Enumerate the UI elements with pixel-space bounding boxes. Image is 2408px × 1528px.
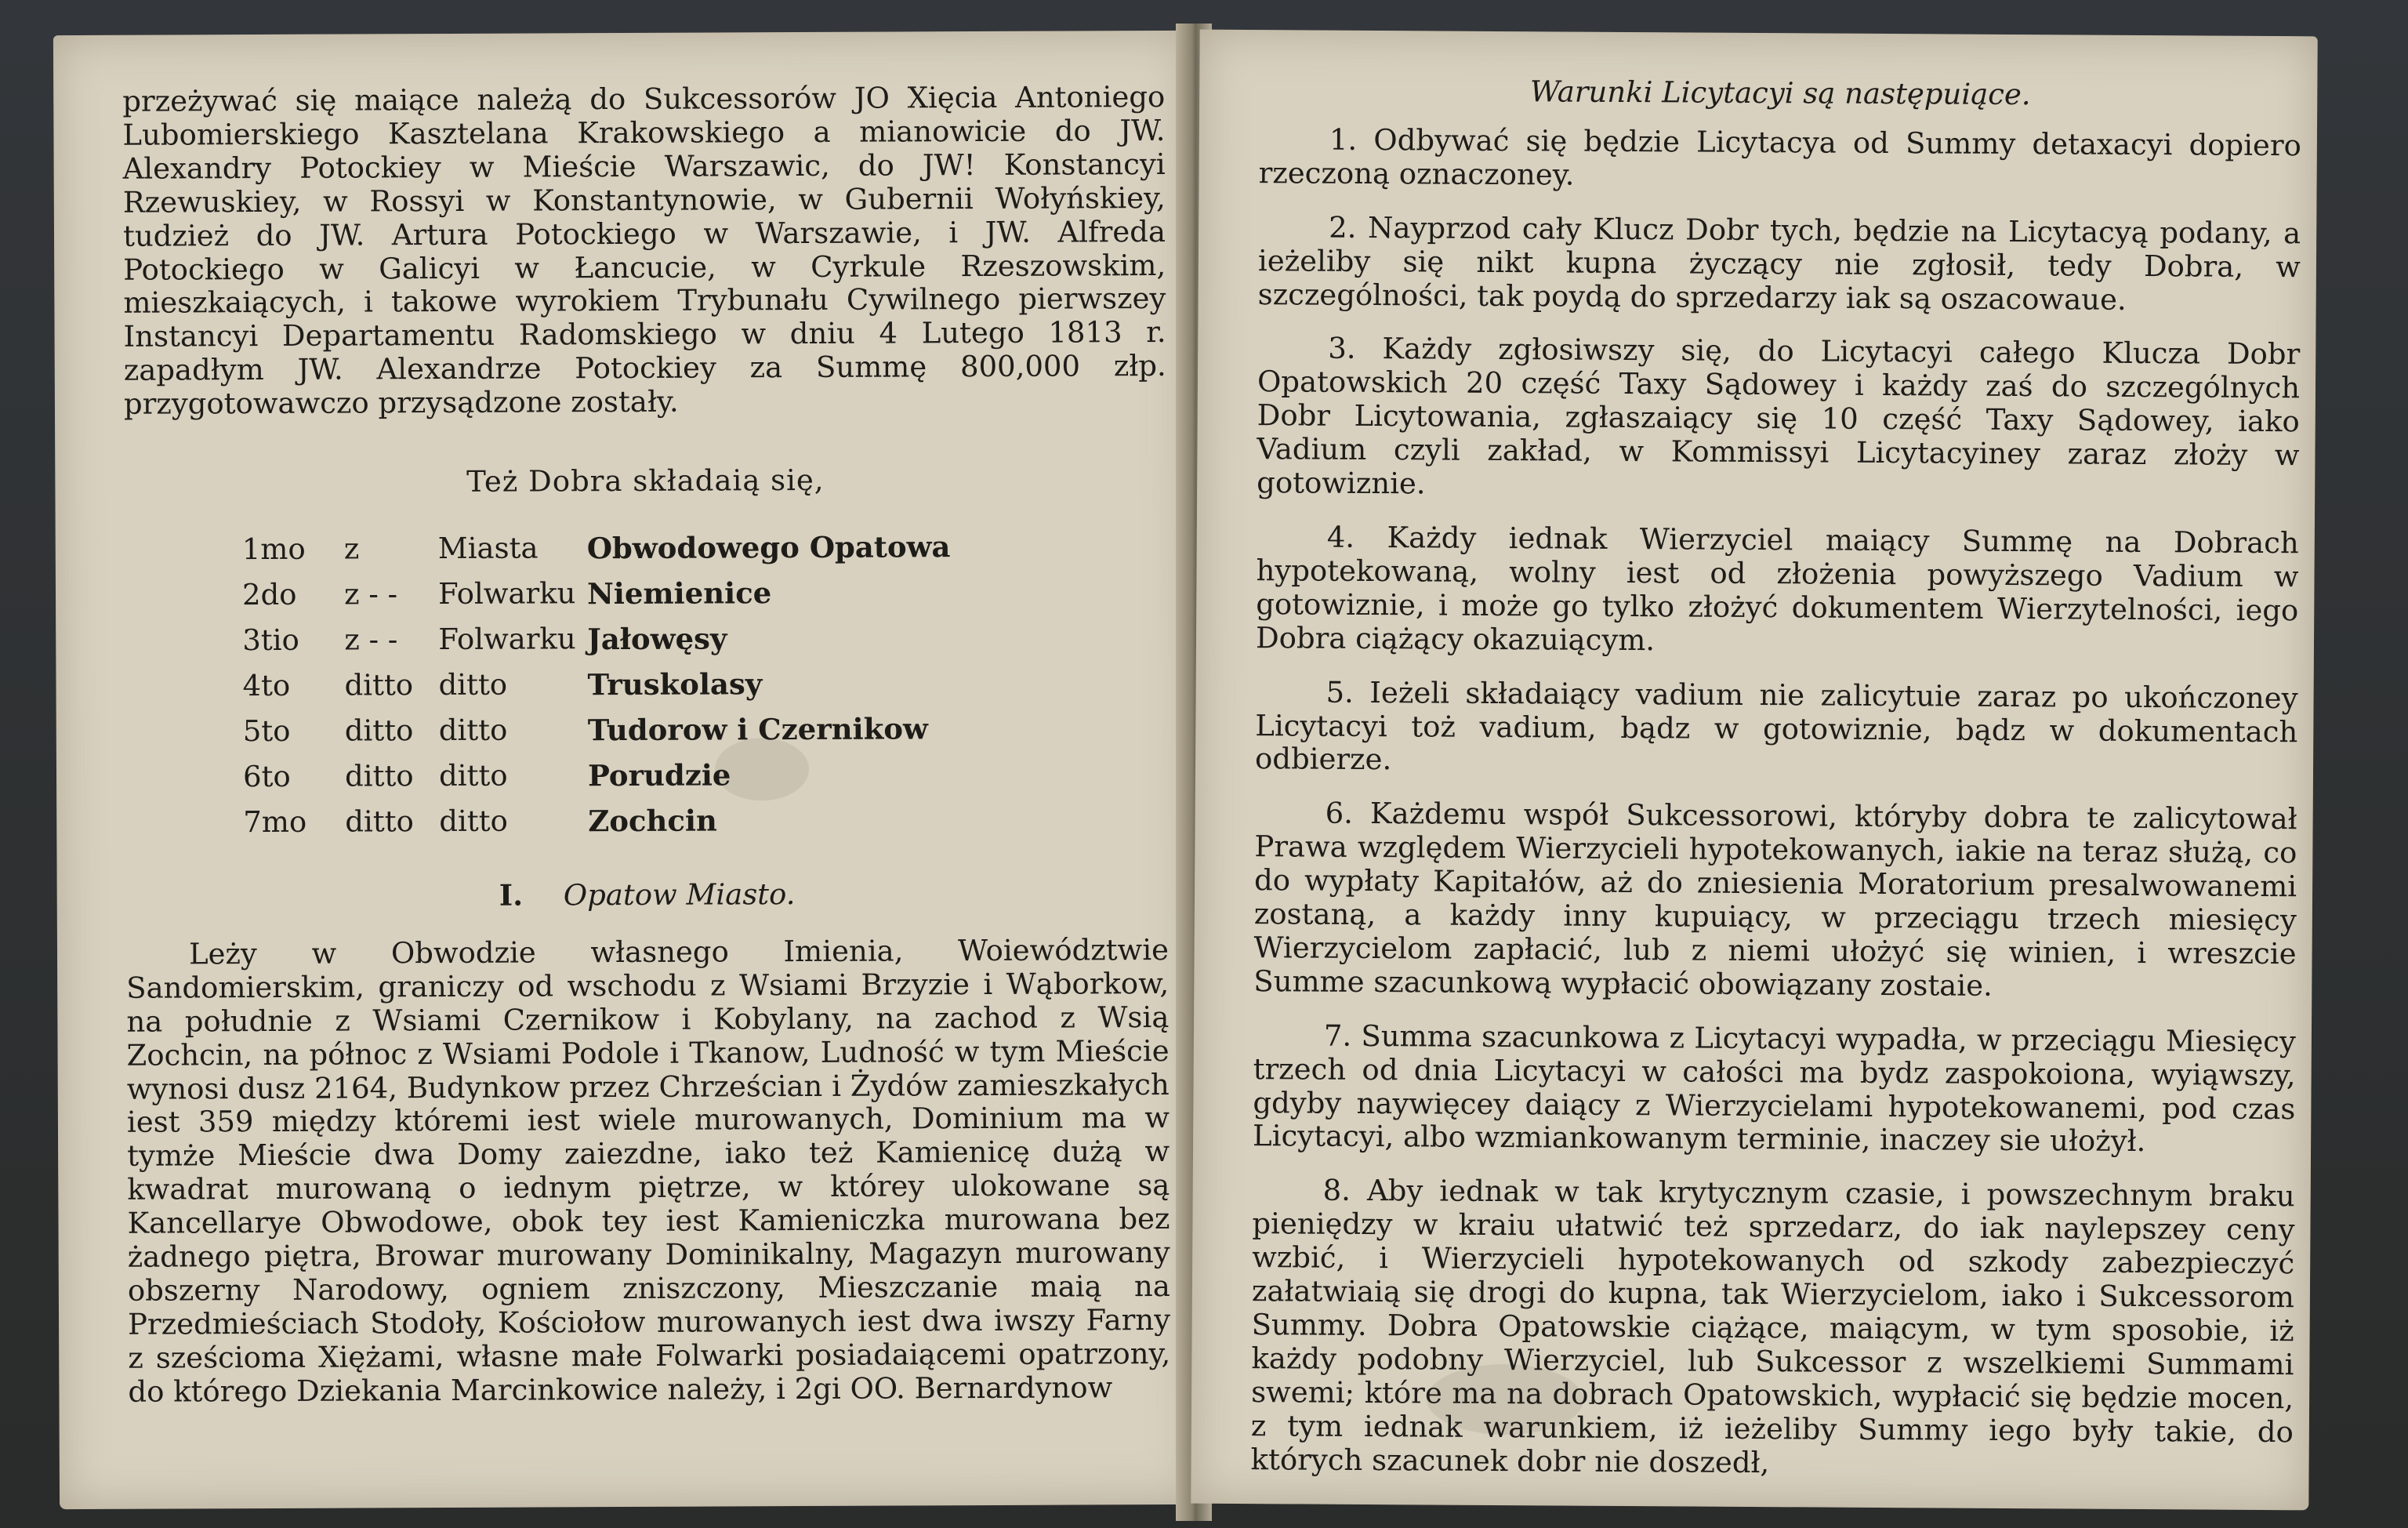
estate-name: Obwodowego Opatowa [586, 528, 951, 565]
estate-name: Zochcin [588, 803, 717, 838]
estate-row [242, 659, 1167, 709]
estate-row [242, 523, 1167, 572]
estate-type: Miasta [437, 530, 539, 565]
left-page [53, 31, 1196, 1509]
estate-name: Jałowęsy [587, 620, 727, 656]
estate-row [243, 705, 1168, 754]
estate-type: ditto [439, 804, 508, 838]
estate-row [243, 750, 1168, 800]
section-title: Opatow Miasto. [563, 877, 796, 913]
estate-ordinal: 5to [242, 713, 291, 748]
condition-item: 2. Nayprzod cały Klucz Dobr tych, będzie na Licytacyą podany, a ieżeliby się nikt kupna życzący nie zgłosił, tedy Dobra, w szczególności, tak poydą do sprzedarzy iak są oszacowaue. [1257, 210, 2301, 317]
estate-ordinal: 4to [242, 668, 291, 702]
condition-item: 1. Odbywać się będzie Licytacya od Summy detaxacyi dopiero rzeczoną oznaczoney. [1258, 122, 2302, 192]
estate-prefix: z - - [343, 576, 398, 612]
condition-item: 5. Ieżeli składaiący vadium nie zalicytuie zaraz po ukończoney Licytacyi toż vadium, bądz w gotowiznie, bądz w dokumentach odbierze. [1254, 675, 2298, 777]
estate-name: Porudzie [587, 757, 731, 793]
estate-ordinal: 2do [241, 577, 297, 612]
right-page-content [1250, 74, 2301, 1504]
conditions-title: Warunki Licytacyi są następuiące. [1529, 74, 2031, 112]
estate-name: Niemienice [586, 575, 772, 611]
estates-list [242, 523, 1169, 845]
section-paragraph: Leży w Obwodzie własnego Imienia, Woiewództwie Sandomierskim, graniczy od wschodu z Wsiami Brzyzie i Wąborkow, na południe z Wsiami Czernikow i Kobylany, na zachod z Wsią Zochcin, na północ z Wsiami Podole i Tkanow, Ludność w tym Mieście wynosi dusz 2164, Budynkow przez Chrześcian i Żydów zamieszkałych iest 359 między któremi iest wiele murowanych, Dominium ma w tymże Mieście dwa Domy zaiezdne, iako też Kamienicę dużą w kwadrat murowaną o iednym piętrze, w którey ulokowane są Kancellarye Obwodowe, obok tey iest Kamieniczka murowana bez żadnego piętra, Browar murowany Dominikalny, Magazyn murowany obszerny Narodowy, ogniem zniszczony, Mieszczanie maią na Przedmieściach Stodoły, Kościołow murowanych iest dwa iwszy Farny z sześcioma Xiężami, własne małe Folwarki posiadaiącemi opatrzony, do którego Dziekania Marcinkowice należy, i 2gi OO. Bernardynow [126, 932, 1171, 1409]
estate-type: Folwarku [437, 575, 576, 611]
left-page-content [122, 81, 1170, 1431]
estate-prefix: ditto [344, 758, 414, 793]
estate-ordinal: 3tio [242, 622, 299, 657]
estate-prefix: ditto [345, 804, 414, 839]
right-page [1191, 30, 2317, 1511]
condition-item: 4. Każdy iednak Wierzyciel maiący Summę na Dobrach hypotekowaną, wolny iest od złożenia powyższego Vadium w gotowiznie, i może go tylko złożyć dokumentem Wierzytelności, iego Dobra ciążący okazuiącym. [1255, 520, 2299, 657]
condition-item: 6. Każdemu współ Sukcessorowi, któryby dobra te zalicytował Prawa względem Wierzycieli hypotekowanych, iakie na teraz służą, co do wypłaty Kapitałów, aż do zniesienia Moratorium presalwowanemi zostaną, a każdy inny kupuiący, w przeciągu trzech miesięcy Wierzycielom zapłacić, lub z niemi ułożyć się winien, i wreszcie Summe szacunkową wypłacić obowiązany zostaie. [1253, 796, 2297, 1003]
estate-ordinal: 7mo [243, 804, 307, 839]
estate-name: Tudorow i Czernikow [587, 710, 928, 747]
condition-item: 3. Każdy zgłosiwszy się, do Licytacyi całego Klucza Dobr Opatowskich 20 część Taxy Sądowey i każdy zaś do szczególnych Dobr Licytowania, zgłaszaiący się 10 część Taxy Sądowey, iako Vadium czyli zakład, w Kommissyi Licytacyiney zaraz złoży w gotowiznie. [1257, 332, 2301, 501]
estate-type: ditto [438, 667, 508, 702]
estate-prefix: ditto [344, 667, 414, 702]
estate-row [243, 796, 1168, 845]
estate-row [242, 568, 1167, 618]
estate-type: ditto [438, 713, 508, 747]
estate-prefix: z - - [344, 622, 398, 657]
estate-name: Truskolasy [587, 666, 763, 702]
estate-ordinal: 6to [242, 759, 291, 793]
condition-item: 7. Summa szacunkowa z Licytacyi wypadła, w przeciągu Miesięcy trzech od dnia Licytacyi w całości ma bydz zaspokoiona, wyiąwszy, gdyby naywięcey daiący z Wierzycielami hypotekowanemi, pod czas Licytacyi, albo wzmiankowanym terminie, inaczey sie ułożył. [1253, 1018, 2297, 1159]
estate-type: ditto [438, 758, 508, 793]
intro-paragraph: przeżywać się maiące należą do Sukcessorów JO Xięcia Antoniego Lubomierskiego Kasztelana Krakowskiego a mianowicie do JW. Alexandry Potockiey w Mieście Warszawic, do JW! Konstancyi Rzewuskiey, w Rossyi w Konstantynowie, w Gubernii Wołyńskiey, tudzież do JW. Artura Potockiego w Warszawie, i JW. Alfreda Potockiego w Galicyi w Łancucie, w Cyrkule Rzeszowskim, mieszkaiących, i takowe wyrokiem Trybunału Cywilnego pierwszey Instancyi Departamentu Radomskiego w dniu 4 Lutego 1813 r. zapadłym JW. Alexandrze Potockiey za Summę 800,000 złp. przygotowawczo przysądzone zostały. [122, 79, 1166, 421]
condition-item: 8. Aby iednak w tak krytycznym czasie, i powszechnym braku pieniędzy w kraiu ułatwić też sprzedarz, do iak naylepszey ceny wzbić, i Wierzycieli hypotekowanych od szkody zabezpieczyć załatwiaią się drogi do kupna, tak Wierzycielom, iako i Sukcessorom Summy. Dobra Opatowskie ciążące, maiącym, w tym sposobie, iż każdy podobny Wierzyciel, lub Sukcessor z wszelkiemi Summami swemi; które ma na dobrach Opatowskich, wypłacić się będzie mocen, z tym iednak warunkiem, iż ieżeliby Summy iego były takie, do których szacunek dobr nie doszedł, [1250, 1174, 2295, 1479]
estates-heading: Też Dobra składaią się, [466, 463, 825, 499]
estate-prefix: z [343, 531, 360, 566]
section-number: I. [499, 877, 524, 913]
estate-row [242, 614, 1167, 663]
estate-prefix: ditto [344, 713, 414, 748]
estate-type: Folwarku [438, 621, 576, 656]
estate-ordinal: 1mo [241, 532, 306, 566]
section-heading [126, 876, 1169, 915]
